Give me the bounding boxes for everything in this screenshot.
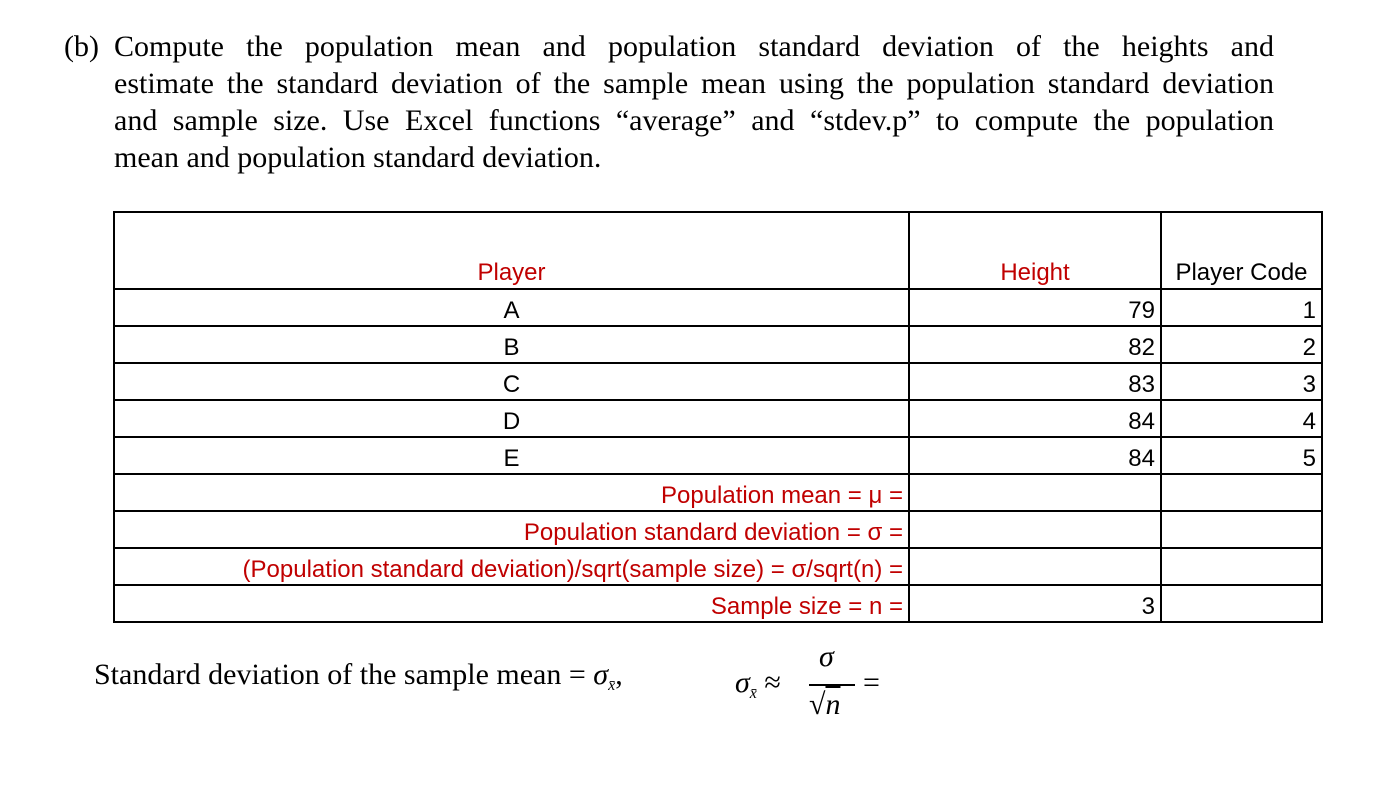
problem-label: (b) (64, 30, 99, 63)
sqrt-sign: √ (809, 688, 826, 721)
label-population-mean[interactable]: Population mean = μ = (114, 474, 909, 511)
summary-row-sample-size (114, 585, 1322, 622)
cell-sample-size-code[interactable] (1161, 585, 1322, 622)
summary-row-stdev (114, 511, 1322, 548)
table-header-row (114, 212, 1322, 289)
cell-player[interactable]: E (114, 437, 909, 474)
sd-sample-mean-definition (94, 658, 623, 695)
problem-text (114, 28, 1274, 176)
summary-row-se (114, 548, 1322, 585)
fraction-denominator (809, 688, 840, 722)
problem-line: estimate the standard deviation of the sample mean using the population standard deviation (114, 67, 1274, 100)
cell-player-code[interactable]: 2 (1161, 326, 1322, 363)
label-stdev-over-sqrt-n[interactable]: (Population standard deviation)/sqrt(sample size) = σ/sqrt(n) = (114, 548, 909, 585)
cell-population-mean-code[interactable] (1161, 474, 1322, 511)
cell-stdev-over-sqrt-n-code[interactable] (1161, 548, 1322, 585)
cell-player[interactable]: C (114, 363, 909, 400)
fraction-bar (809, 684, 855, 686)
cell-sample-size[interactable]: 3 (909, 585, 1161, 622)
sigma-symbol: σ (593, 658, 609, 691)
cell-height[interactable]: 83 (909, 363, 1161, 400)
cell-player-code[interactable]: 1 (1161, 289, 1322, 326)
cell-height[interactable]: 79 (909, 289, 1161, 326)
formula-lhs (735, 666, 781, 703)
cell-stdev-over-sqrt-n[interactable] (909, 548, 1161, 585)
fraction-numerator: σ (819, 640, 834, 673)
table-row (114, 437, 1322, 474)
table-row (114, 363, 1322, 400)
table-row (114, 400, 1322, 437)
table-row (114, 289, 1322, 326)
heights-table (113, 211, 1323, 623)
cell-height[interactable]: 84 (909, 437, 1161, 474)
problem-line: Compute the population mean and population standard deviation of the heights and (114, 30, 1274, 63)
equals-sign: = (863, 666, 880, 699)
problem-statement (64, 28, 1274, 176)
summary-row-mean (114, 474, 1322, 511)
n-symbol: n (825, 688, 841, 721)
cell-player[interactable]: A (114, 289, 909, 326)
approx-sign: ≈ (764, 666, 781, 699)
problem-line: and sample size. Use Excel functions “average” and “stdev.p” to compute the population (114, 104, 1274, 137)
cell-height[interactable]: 84 (909, 400, 1161, 437)
formula-comma: , (615, 658, 623, 691)
problem-line: mean and population standard deviation. (114, 141, 602, 174)
cell-population-stdev[interactable] (909, 511, 1161, 548)
cell-height[interactable]: 82 (909, 326, 1161, 363)
cell-player[interactable]: D (114, 400, 909, 437)
table-row (114, 326, 1322, 363)
cell-population-mean[interactable] (909, 474, 1161, 511)
cell-player[interactable]: B (114, 326, 909, 363)
cell-player-code[interactable]: 4 (1161, 400, 1322, 437)
sigma-symbol: σ (735, 666, 750, 699)
cell-player-code[interactable]: 5 (1161, 437, 1322, 474)
xbar-subscript: x̄ (749, 685, 757, 702)
cell-player-code[interactable]: 3 (1161, 363, 1322, 400)
formula-text: Standard deviation of the sample mean = (94, 658, 594, 691)
header-player[interactable]: Player (114, 212, 909, 289)
xbar-subscript: x̄ (608, 677, 616, 694)
label-sample-size[interactable]: Sample size = n = (114, 585, 909, 622)
header-player-code[interactable]: Player Code (1161, 212, 1322, 289)
header-height[interactable]: Height (909, 212, 1161, 289)
label-population-stdev[interactable]: Population standard deviation = σ = (114, 511, 909, 548)
cell-population-stdev-code[interactable] (1161, 511, 1322, 548)
